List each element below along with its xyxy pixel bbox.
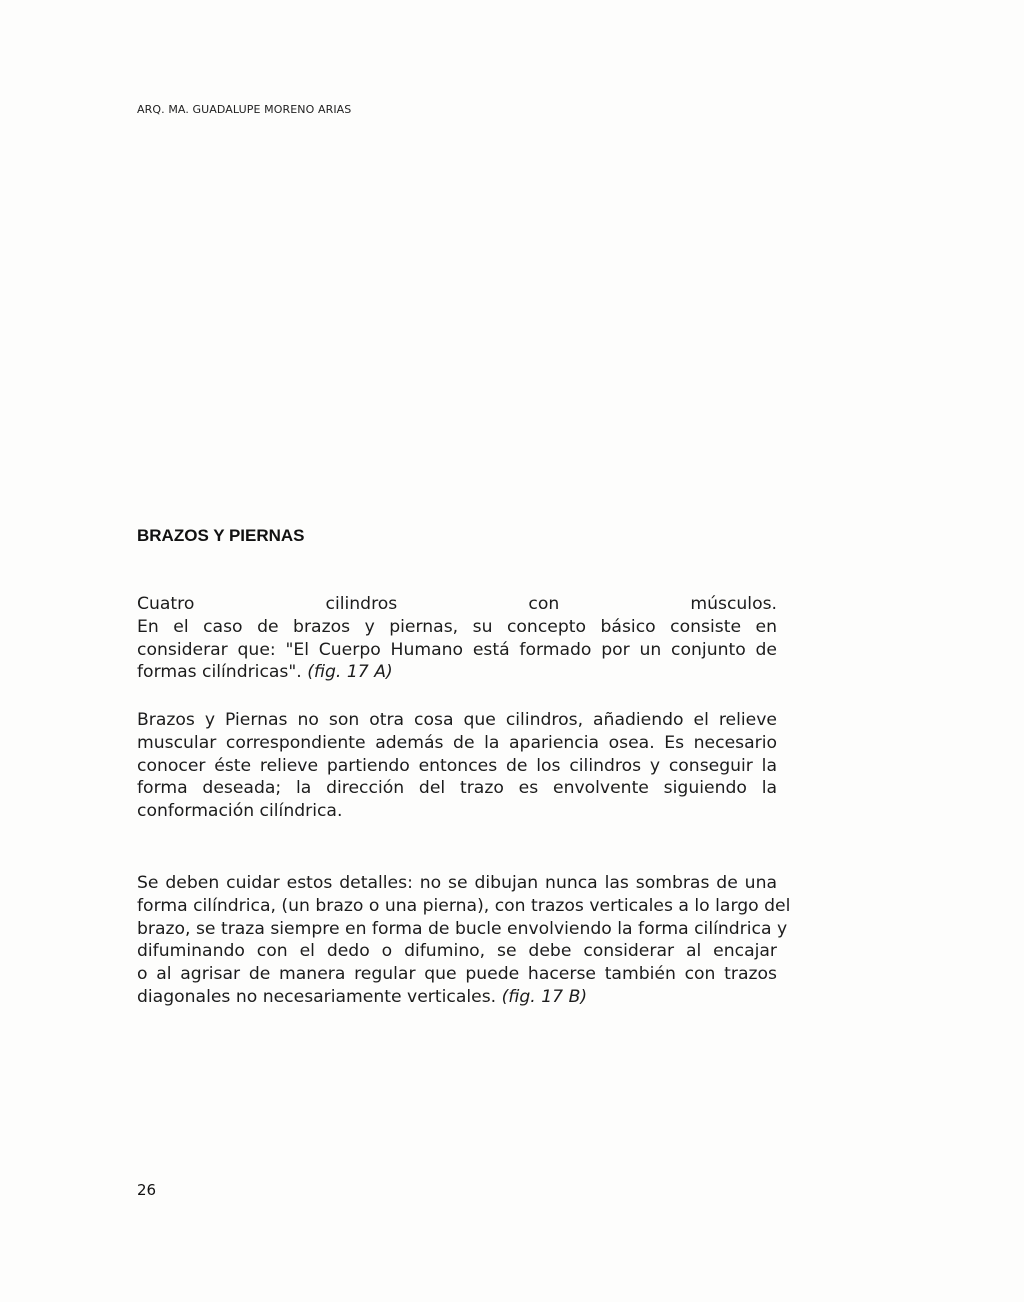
paragraph-line [137, 986, 777, 1009]
paragraph-line: muscular correspondiente además de la apariencia osea. Es necesario [137, 732, 777, 753]
paragraph-line: considerar que: "El Cuerpo Humano está formado por un conjunto de [137, 639, 777, 660]
paragraph-line: difuminando con el dedo o difumino, se debe considerar al encajar [137, 941, 777, 962]
paragraph-line: o al agrisar de manera regular que puede hacerse también con trazos [137, 964, 777, 985]
figure-reference: (fig. 17 A) [307, 662, 393, 683]
paragraph-line-text: formas cilíndricas". [137, 662, 308, 683]
paragraph-1 [137, 593, 777, 684]
paragraph-line: forma deseada; la dirección del trazo es envolvente siguiendo la [137, 778, 777, 799]
paragraph-line: forma cilíndrica, (un brazo o una pierna), con trazos verticales a lo largo del [137, 895, 791, 916]
paragraph-line-text: diagonales no necesariamente verticales. [137, 986, 502, 1007]
running-header: ARQ. MA. GUADALUPE MORENO ARIAS [137, 103, 352, 116]
paragraph-line: conformación cilíndrica. [137, 801, 343, 822]
paragraph-line: brazo, se traza siempre en forma de bucle envolviendo la forma cilíndrica y [137, 918, 788, 939]
section-title: BRAZOS Y PIERNAS [137, 526, 305, 545]
paragraph-line: Cuatro cilindros con músculos. [137, 594, 777, 614]
page-number: 26 [137, 1181, 157, 1199]
paragraph-line: Brazos y Piernas no son otra cosa que cilindros, añadiendo el relieve [137, 710, 777, 730]
paragraph-3 [137, 872, 791, 1009]
paragraph-line: En el caso de brazos y piernas, su concepto básico consiste en [137, 616, 777, 637]
paragraph-line: conocer éste relieve partiendo entonces de los cilindros y conseguir la [137, 755, 777, 776]
paragraph-line: Se deben cuidar estos detalles: no se dibujan nunca las sombras de una [137, 873, 777, 893]
figure-reference: (fig. 17 B) [501, 986, 588, 1007]
paragraph-line [137, 661, 777, 684]
paragraph-2 [137, 709, 777, 823]
